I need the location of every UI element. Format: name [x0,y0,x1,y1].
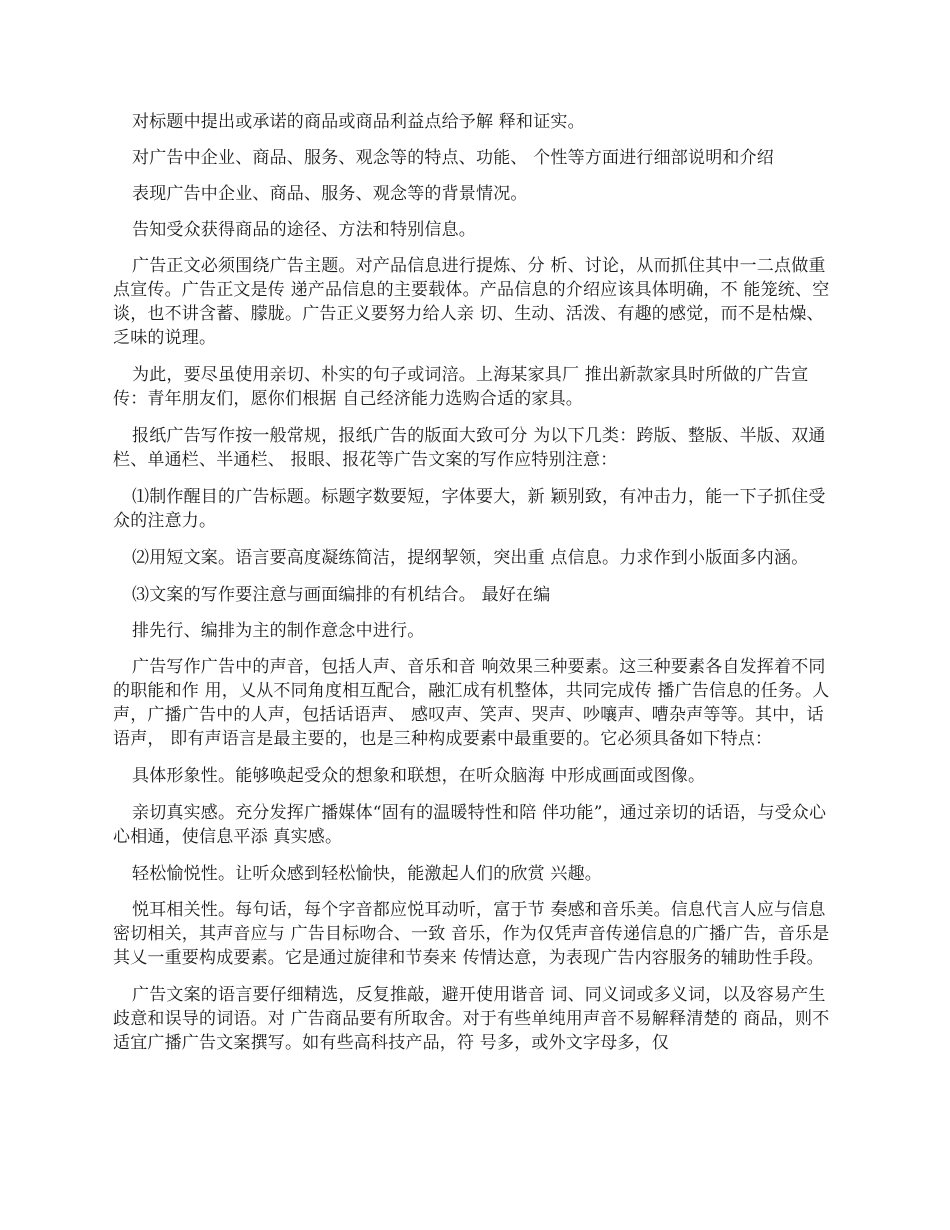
paragraph: 悦耳相关性。每句话，每个字音都应悦耳动听，富于节 奏感和音乐美。信息代言人应与信息密切相关，其声音应与 广告目标吻合、一致 音乐，作为仅凭声音传递信息的广播广告，音乐是其乂一重要构成要素。它是通过旋律和节奏来 传情达意，为表现广告内容服务的辅助性手段。 [113,900,830,968]
paragraph: ⑴制作醒目的广告标题。标题字数要短，字体要大，新 颖别致，有冲击力，能一下子抓住受众的注意力。 [113,487,826,531]
paragraph: 具体形象性。能够唤起受众的想象和联想，在听众脑海 中形成画面或图像。 [132,766,706,786]
paragraph: ⑵用短文案。语言要高度凝练简洁，提纲挈领，突出重 点信息。力求作到小版面多内涵。 [132,548,809,568]
paragraph: 为此，要尽虽使用亲切、朴实的句子或词涪。上海某家具厂 推出新款家具时所做的广告宣传：青年朋友们，愿你们根据 自己经济能力选购合适的家具。 [113,365,809,409]
paragraph: 广告文案的语言要仔细精选，反复推敲，避开使用谐音 词、同义词或多义词，以及容易产生歧意和误导的词语。对 广告商品要有所取舍。对于有些单纯用声音不易解释清楚的 商品，则不适宜广播广告文案撰写。如有些高科技产品，符 号多，或外文字母多，仅 [113,985,830,1053]
paragraph: 报纸广告写作按一般常规，报纸广告的版面大致可分 为以下几类：跨版、整版、半版、双通栏、单通栏、半通栏、 报眼、报花等广告文案的写作应特别注意： [113,426,826,470]
paragraph: ⑶文案的写作要注意与画面编排的有机结合。 最好在编 [132,585,551,605]
paragraph: 亲切真实感。充分发挥广播媒体“固有的温暖特性和陪 伴功能”，通过亲切的话语，与受众心心相通，使信息平添 真实感。 [113,803,827,847]
paragraph: 轻松愉悦性。让听众感到轻松愉快，能激起人们的欣赏 兴趣。 [132,864,603,884]
paragraph: 告知受众获得商品的途径、方法和特别信息。 [132,220,476,240]
paragraph: 广告写作广告中的声音，包括人声、音乐和音 响效果三种要素。这三种要素各自发挥着不同的职能和作 用，乂从不同角度相互配合，融汇成有机整体，共同完成传 播广告信息的任务。人声，广播广告中的人声，包括话语声、 感叹声、笑声、哭声、吵嚷声、嘈杂声等等。其中，话语声， 即有声语言是最主要的，也是三种构成要素中最重要的。它必须具备如下特点： [113,657,830,749]
paragraph: 表现广告中企业、商品、服务、观念等的背景情况。 [132,184,528,204]
document-body [113,110,833,1068]
paragraph: 对标题中提出或承诺的商品或商品利益点给予解 释和证实。 [132,112,585,132]
paragraph: 广告正文必须围绕广告主题。对产品信息进行提炼、分 析、讨论，从而抓住其中一二点做重点宣传。广告正文是传 递产品信息的主要载体。产品信息的介绍应该具体明确，不 能笼统、空谈，也不讲含蓄、朦胧。广告正义要努力给人亲 切、生动、活泼、有趣的感觉，而不是枯燥、乏味的说理。 [113,256,830,348]
paragraph: 对广告中企业、商品、服务、观念等的特点、功能、 个性等方面进行细部说明和介绍 [132,148,775,168]
paragraph: 排先行、编排为主的制作意念中进行。 [132,621,425,641]
